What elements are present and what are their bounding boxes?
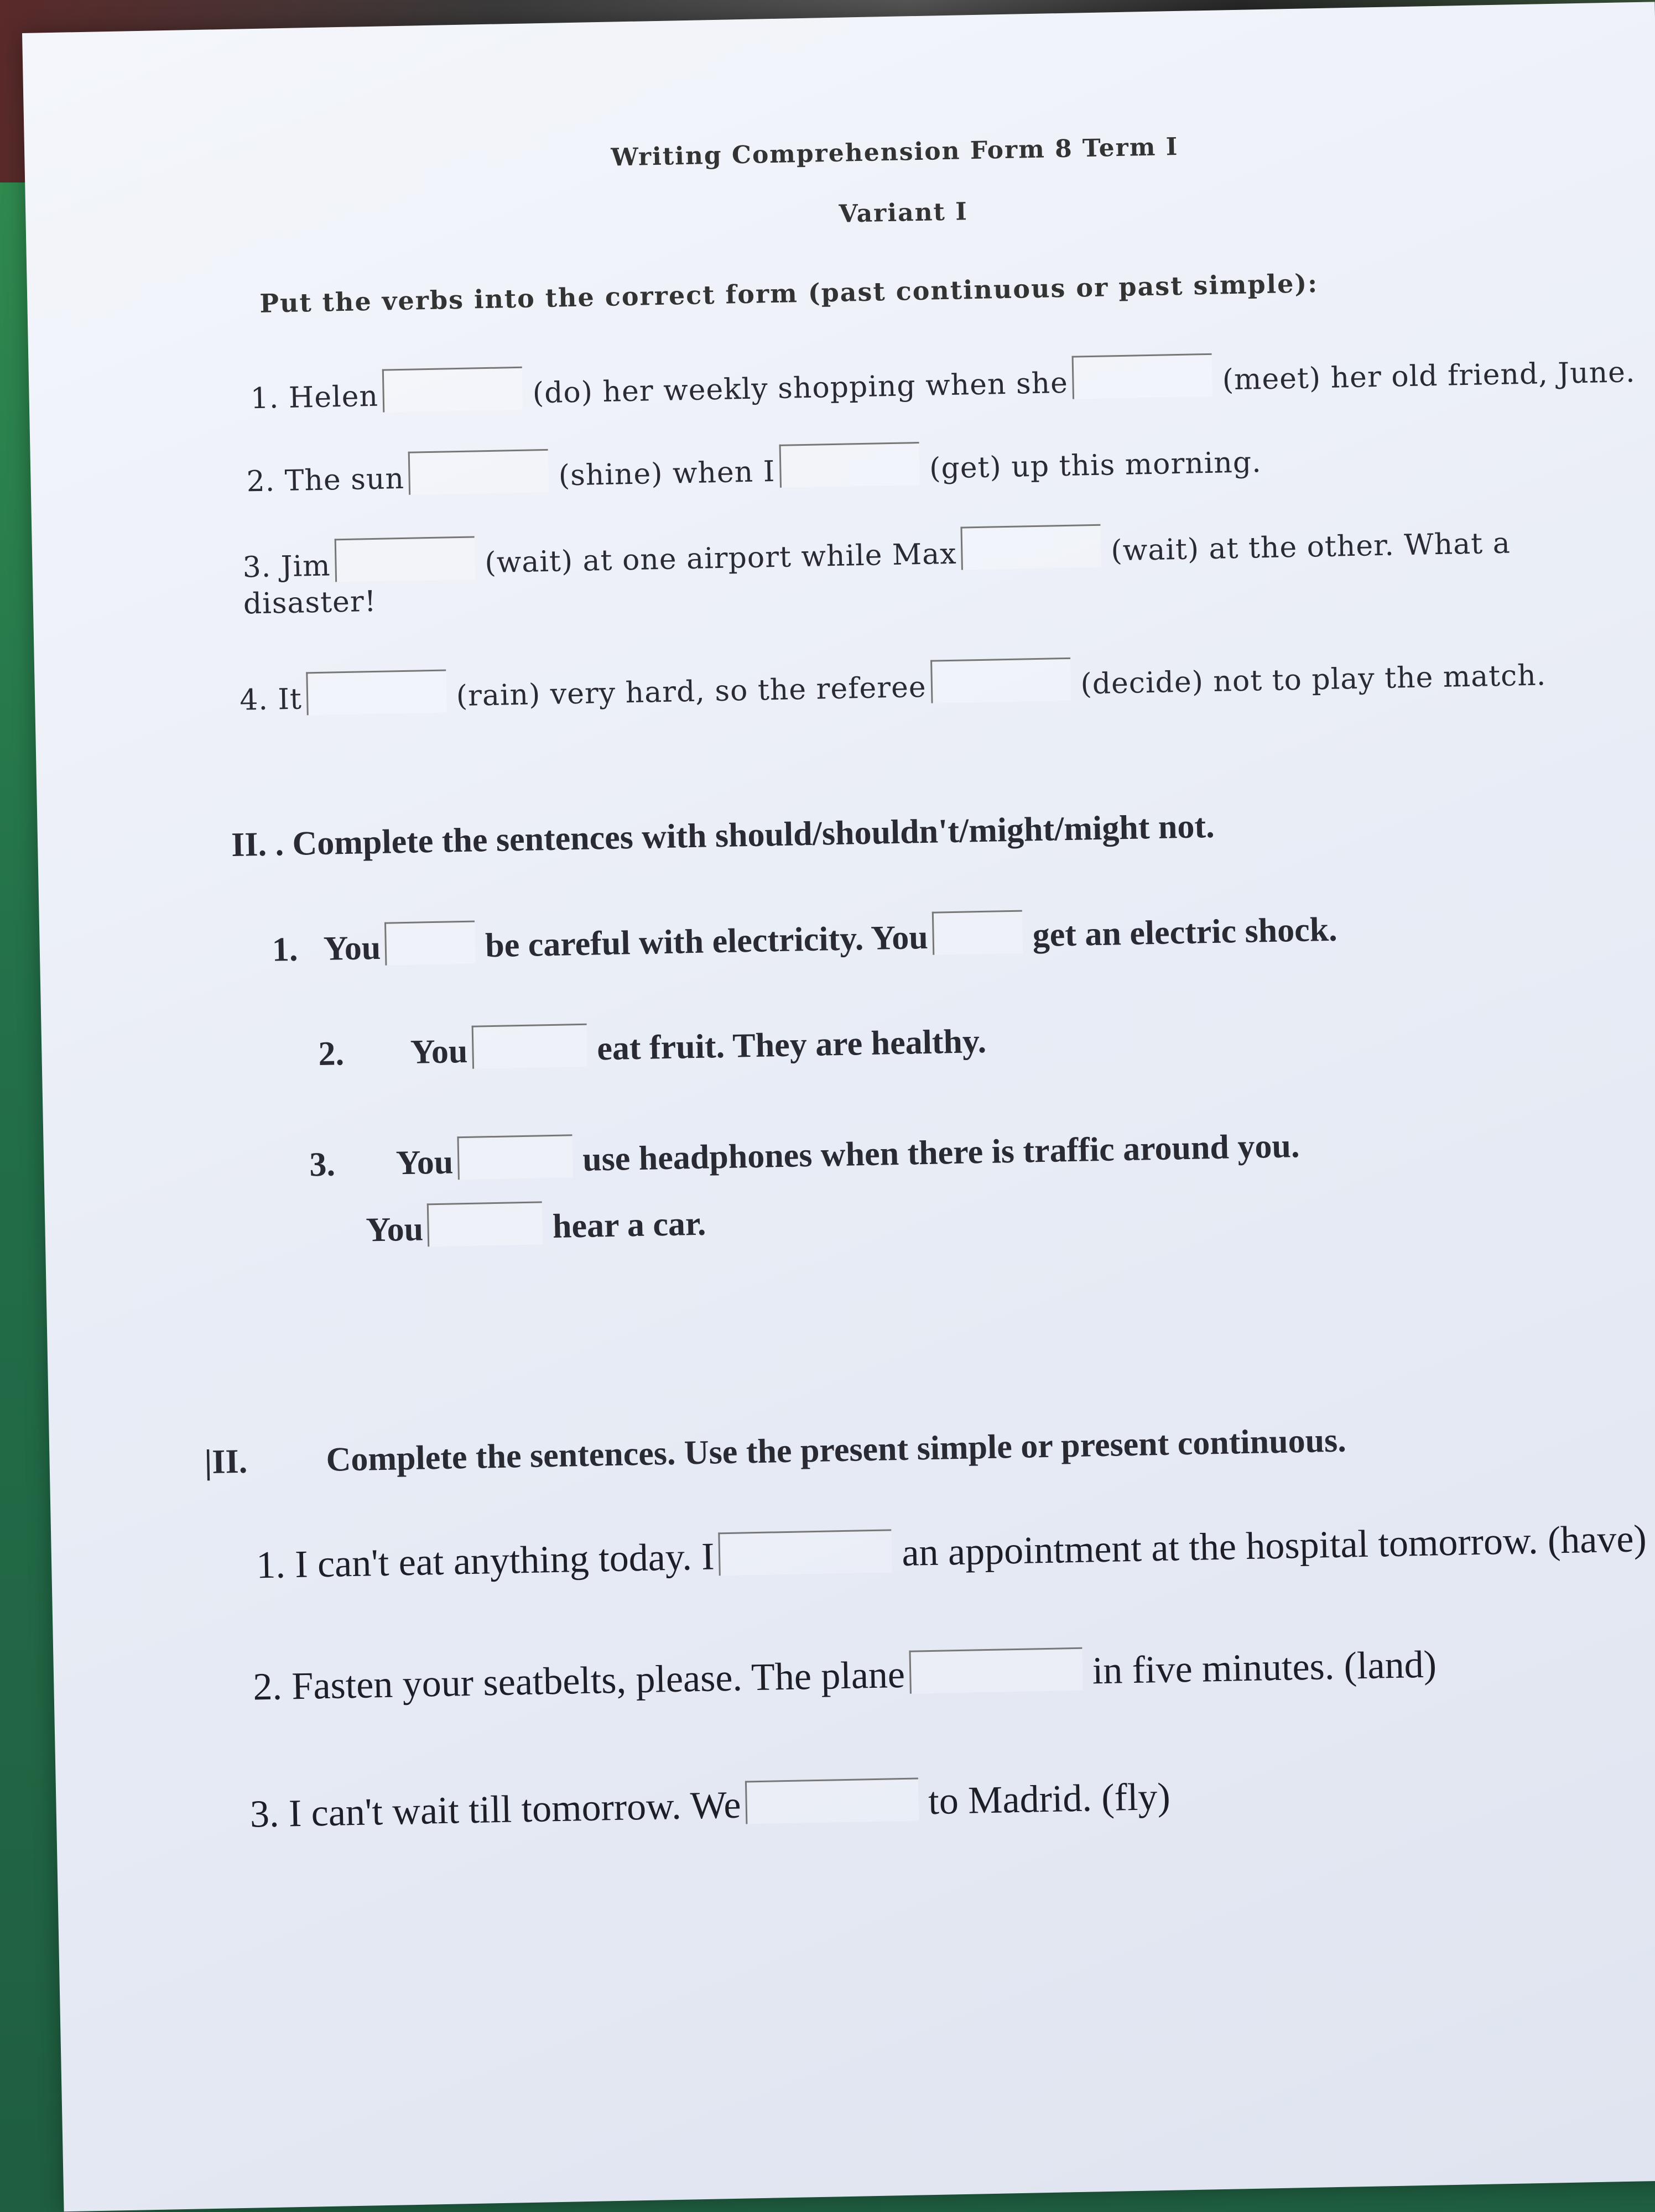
s1-item-4-text-a: 4. It [239, 682, 303, 717]
s1-item-3-text-b: (wait) at one airport while Max [484, 537, 957, 580]
worksheet-title: Writing Comprehension Form 8 Term I [611, 132, 1179, 172]
s2-item-2-text-a: You [410, 1032, 469, 1071]
section3-instruction: Complete the sentences. Use the present simple or present continuous. [325, 1421, 1347, 1479]
s3-item-1-text-b: an appointment at the hospital tomorrow. (have) [901, 1517, 1647, 1574]
s2-item-3-continuation [366, 1198, 706, 1250]
s1-item-4 [239, 648, 1546, 717]
s3-item-2-text-a: 2. Fasten your seatbelts, please. The plane [252, 1653, 905, 1709]
s2-item-3-number: 3. [309, 1145, 336, 1184]
s2-item-2-blank-1[interactable] [471, 1024, 587, 1069]
s2-item-3-blank-2[interactable] [427, 1201, 543, 1246]
s2-item-1-text-c: get an electric shock. [1032, 910, 1338, 954]
s1-item-4-blank-1[interactable] [306, 670, 446, 716]
s1-item-2 [246, 435, 1262, 498]
s1-item-1-text-b: (do) her weekly shopping when she [532, 366, 1069, 410]
s1-item-2-blank-1[interactable] [408, 449, 549, 495]
section2-instruction: II. . Complete the sentences with should/shouldn't/might/might not. [231, 807, 1215, 864]
s2-item-3-text-a: You [395, 1143, 454, 1182]
section1-instruction: Put the verbs into the correct form (past continuous or past simple): [259, 268, 1319, 319]
s2-item-2-text-b: eat fruit. They are healthy. [596, 1022, 987, 1068]
s2-item-1-text-b: be careful with electricity. You [485, 918, 929, 965]
s3-item-1-text-a: 1. I can't eat anything today. I [256, 1535, 715, 1587]
s1-item-4-text-b: (rain) very hard, so the referee [456, 670, 927, 713]
s2-item-1-blank-1[interactable] [384, 921, 475, 966]
s1-item-3-text-a: 3. Jim [242, 549, 331, 585]
s2-item-3-text-d: hear a car. [552, 1204, 706, 1245]
s1-item-2-text-c: (get) up this morning. [929, 446, 1262, 486]
s3-item-3-text-a: 3. I can't wait till tomorrow. We [249, 1783, 742, 1836]
s1-item-3-continuation: disaster! [243, 585, 377, 621]
s1-item-3 [242, 517, 1511, 585]
s3-item-1 [256, 1515, 1647, 1588]
s1-item-2-text-b: (shine) when I [558, 455, 776, 493]
s2-item-3-blank-1[interactable] [457, 1134, 573, 1180]
s2-item-2-number: 2. [318, 1035, 345, 1073]
s3-item-2 [253, 1640, 1437, 1709]
s1-item-4-text-c: (decide) not to play the match. [1080, 659, 1547, 701]
s1-item-1-blank-2[interactable] [1072, 353, 1212, 399]
s3-item-2-text-b: in five minutes. (land) [1092, 1643, 1437, 1693]
s3-item-3-blank[interactable] [745, 1777, 919, 1824]
s1-item-2-text-a: 2. The sun [246, 462, 405, 499]
s2-item-2 [318, 1016, 987, 1074]
worksheet-paper [22, 2, 1655, 2211]
s1-item-1-text-a: 1. Helen [250, 379, 379, 416]
s2-item-1-text-a: You [323, 928, 381, 968]
s1-item-3-text-c: (wait) at the other. What a [1110, 526, 1511, 568]
s1-item-2-blank-2[interactable] [779, 442, 919, 488]
s1-item-3-blank-1[interactable] [335, 536, 475, 582]
s1-item-3-blank-2[interactable] [961, 524, 1101, 570]
s2-item-3-text-b: use headphones when there is traffic around you. [582, 1127, 1300, 1178]
section3-number: |II. [204, 1442, 248, 1481]
s3-item-3 [249, 1773, 1170, 1837]
s3-item-1-blank[interactable] [719, 1529, 892, 1575]
s3-item-3-text-b: to Madrid. (fly) [928, 1775, 1171, 1823]
s1-item-1 [250, 345, 1636, 415]
s2-item-1-number: 1. [272, 930, 299, 969]
s1-item-1-blank-1[interactable] [382, 367, 523, 413]
s3-item-2-blank[interactable] [909, 1647, 1082, 1694]
s2-item-1-blank-2[interactable] [932, 910, 1023, 955]
s2-item-1 [272, 904, 1337, 970]
s1-item-4-blank-2[interactable] [930, 658, 1071, 703]
s2-item-3-text-c: You [366, 1210, 424, 1249]
s1-item-1-text-c: (meet) her old friend, June. [1222, 356, 1636, 397]
variant-label: Variant I [839, 197, 969, 228]
s2-item-3 [309, 1120, 1300, 1185]
